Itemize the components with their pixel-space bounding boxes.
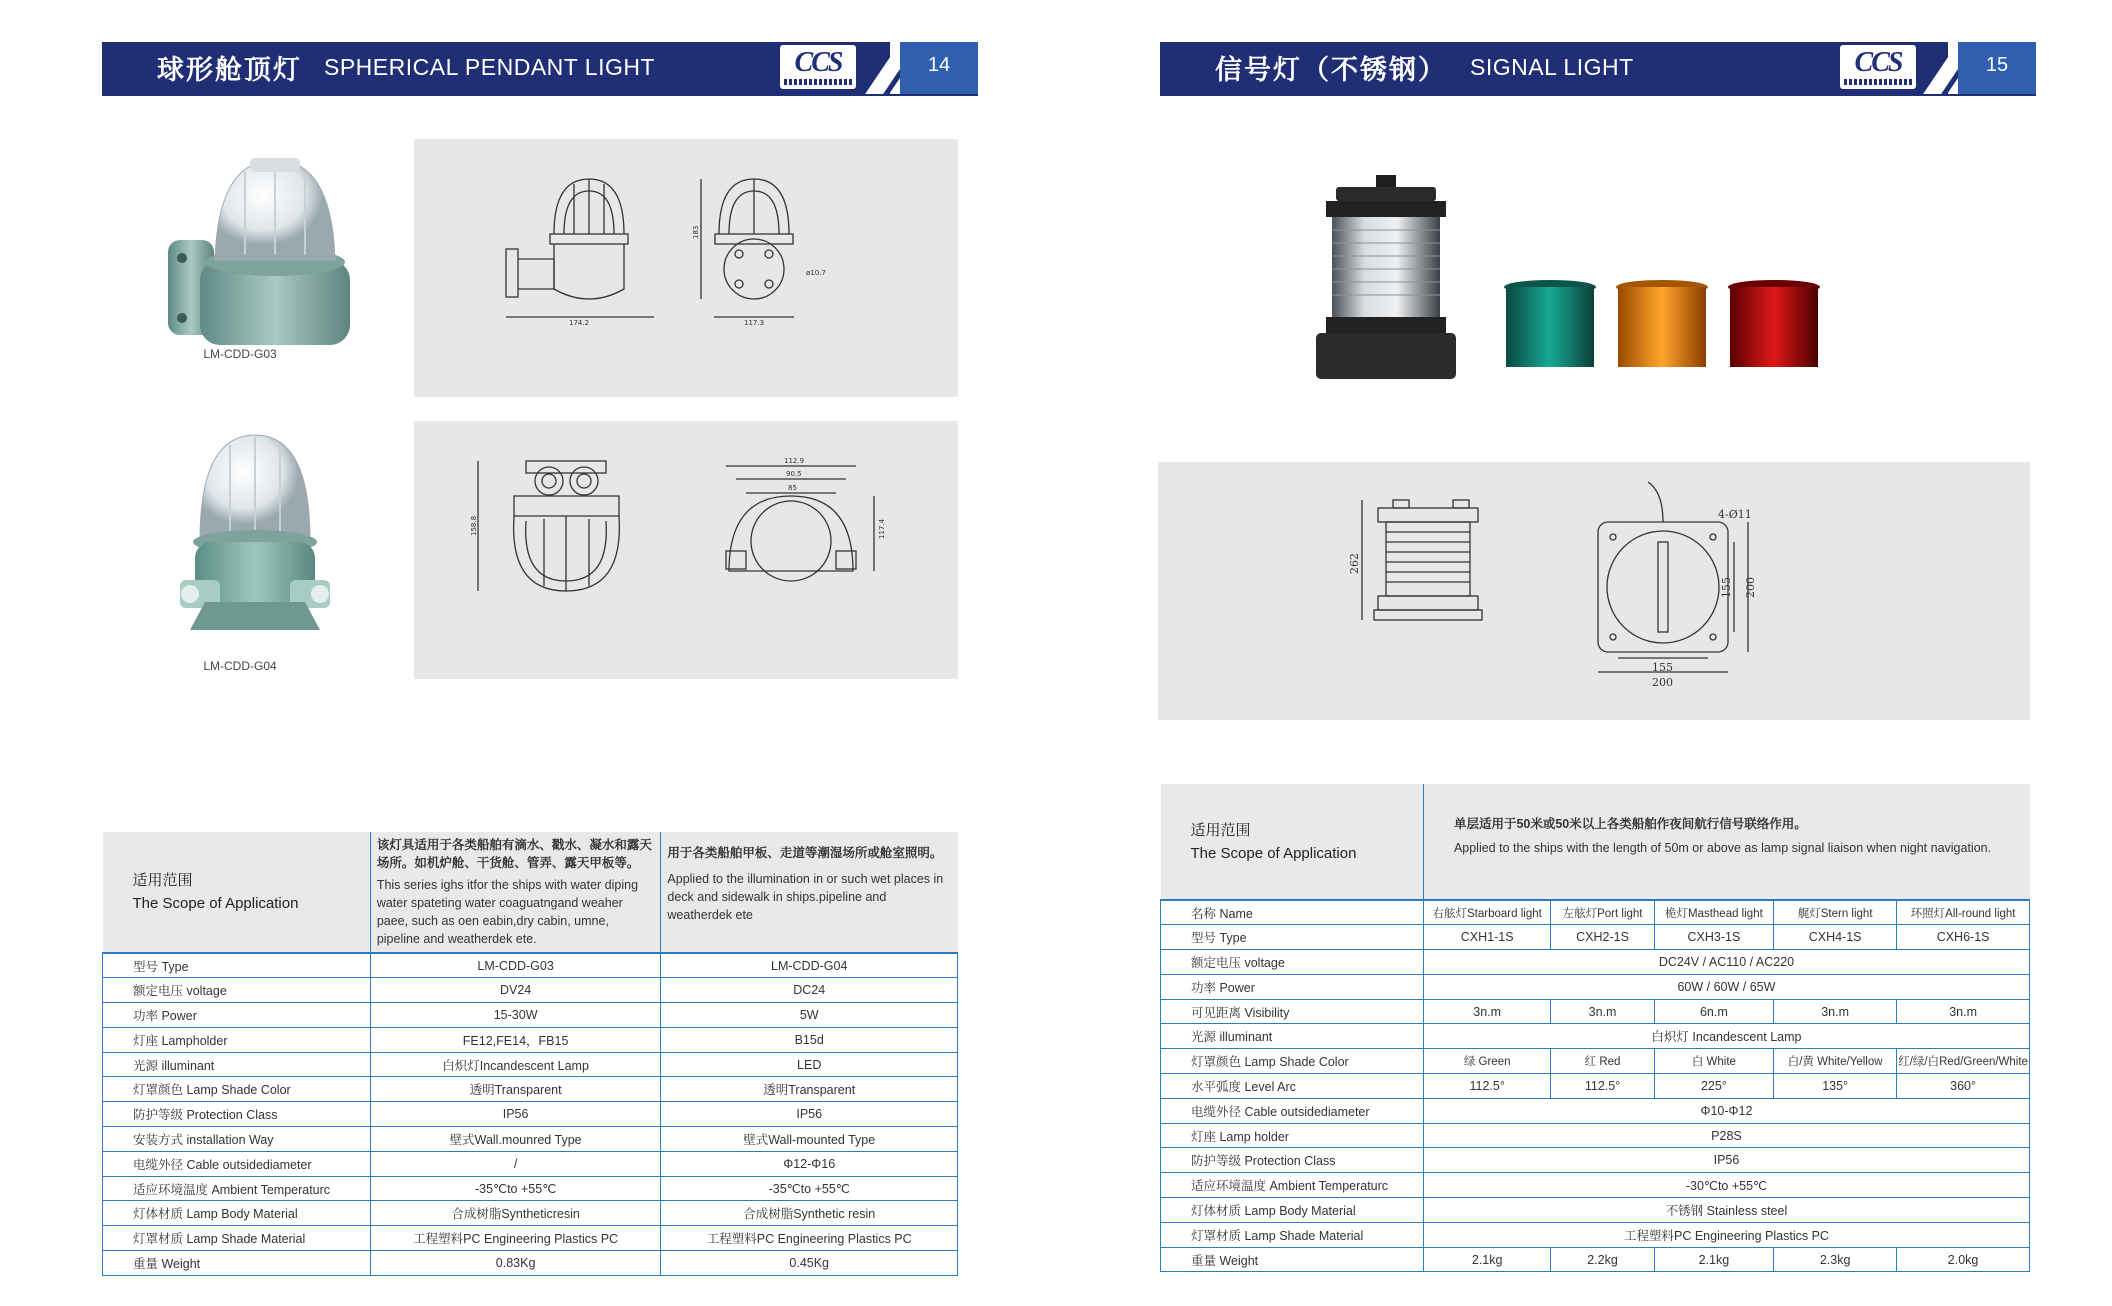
svg-text:117.4: 117.4: [878, 518, 886, 539]
table-cell: 透明Transparent: [661, 1077, 958, 1102]
table-cell: 左舷灯Port light: [1551, 900, 1654, 925]
table-cell: 环照灯All-round light: [1897, 900, 2030, 925]
product-photo-g04: [170, 430, 340, 650]
table-row: [1161, 1024, 2030, 1049]
table-cell: 2.0kg: [1897, 1247, 2030, 1272]
technical-drawing-g04: [414, 421, 958, 679]
table-row: [1161, 1198, 2030, 1223]
row-label: 额定电压 voltage: [1161, 950, 1424, 975]
product-photo-signal-light: [1306, 175, 1886, 385]
table-row: [1161, 900, 2030, 925]
table-cell: 壁式Wall-mounted Type: [661, 1127, 958, 1152]
table-row: [103, 1176, 958, 1201]
svg-text:90.5: 90.5: [786, 470, 802, 478]
table-row: [1161, 1074, 2030, 1099]
table-cell: 2.2kg: [1551, 1247, 1654, 1272]
table-row: [1161, 1098, 2030, 1123]
row-label: 光源 illuminant: [1161, 1024, 1424, 1049]
svg-text:4-Ø11: 4-Ø11: [1718, 508, 1752, 521]
svg-text:117.3: 117.3: [744, 319, 765, 327]
table-cell: 不锈钢 Stainless steel: [1423, 1198, 2029, 1223]
svg-text:155: 155: [1720, 577, 1733, 598]
table-row: [1161, 950, 2030, 975]
table-cell: IP56: [661, 1102, 958, 1127]
page-title-en: SIGNAL LIGHT: [1470, 54, 1634, 80]
table-cell: 桅灯Masthead light: [1654, 900, 1773, 925]
table-cell: 工程塑料PC Engineering Plastics PC: [661, 1226, 958, 1251]
table-cell: 红 Red: [1551, 1049, 1654, 1074]
row-label: 灯座 Lampholder: [103, 1027, 371, 1052]
table-cell: Φ12-Φ16: [661, 1151, 958, 1176]
table-cell: 6n.m: [1654, 999, 1773, 1024]
page-right: [1056, 0, 2112, 1306]
table-cell: CXH4-1S: [1774, 925, 1897, 950]
table-cell: 112.5°: [1423, 1074, 1550, 1099]
table-cell: CXH2-1S: [1551, 925, 1654, 950]
table-row: [1161, 1123, 2030, 1148]
table-cell: DC24: [661, 978, 958, 1003]
table-cell: FE12,FE14，FB15: [370, 1027, 661, 1052]
table-cell: 135°: [1774, 1074, 1897, 1099]
scope-row: [1161, 784, 2030, 900]
table-cell: 绿 Green: [1423, 1049, 1550, 1074]
table-cell: 360°: [1897, 1074, 2030, 1099]
row-label: 重量 Weight: [103, 1251, 371, 1276]
table-cell: 合成树脂Syntheticresin: [370, 1201, 661, 1226]
row-label: 安装方式 installation Way: [103, 1127, 371, 1152]
table-cell: 2.1kg: [1654, 1247, 1773, 1272]
table-cell: 白炽灯 Incandescent Lamp: [1423, 1024, 2029, 1049]
svg-text:183: 183: [692, 225, 700, 239]
row-label: 灯罩材质 Lamp Shade Material: [103, 1226, 371, 1251]
scope-label: 适用范围 The Scope of Application: [103, 832, 371, 953]
table-row: [103, 1077, 958, 1102]
table-row: [103, 1127, 958, 1152]
row-label: 重量 Weight: [1161, 1247, 1424, 1272]
table-row: [103, 953, 958, 978]
ccs-logo: CCS: [1840, 45, 1916, 89]
table-row: [1161, 1148, 2030, 1173]
table-row: [103, 1102, 958, 1127]
row-label: 电缆外径 Cable outsidediameter: [1161, 1098, 1424, 1123]
table-cell: 225°: [1654, 1074, 1773, 1099]
table-row: [103, 1003, 958, 1028]
table-cell: CXH1-1S: [1423, 925, 1550, 950]
table-row: [1161, 999, 2030, 1024]
table-cell: 壁式Wall.mounred Type: [370, 1127, 661, 1152]
table-cell: LED: [661, 1052, 958, 1077]
table-cell: 红/绿/白Red/Green/White: [1897, 1049, 2030, 1074]
table-cell: 112.5°: [1551, 1074, 1654, 1099]
row-label: 型号 Type: [103, 953, 371, 978]
scope-text: 单层适用于50米或50米以上各类船舶作夜间航行信号联络作用。 Applied to the ships with the length of 50m or above as lamp signal liaison when night navigation.: [1423, 784, 2029, 900]
row-label: 灯罩颜色 Lamp Shade Color: [1161, 1049, 1424, 1074]
table-cell: P28S: [1423, 1123, 2029, 1148]
row-label: 适应环境温度 Ambient Temperaturc: [1161, 1173, 1424, 1198]
table-row: [1161, 1247, 2030, 1272]
table-cell: B15d: [661, 1027, 958, 1052]
table-cell: -35℃to +55℃: [370, 1176, 661, 1201]
table-cell: 艉灯Stern light: [1774, 900, 1897, 925]
row-label: 灯体材质 Lamp Body Material: [103, 1201, 371, 1226]
row-label: 水平弧度 Level Arc: [1161, 1074, 1424, 1099]
table-row: [103, 1226, 958, 1251]
product-caption-g03: LM-CDD-G03: [203, 347, 277, 361]
ccs-logo: CCS: [780, 45, 856, 89]
table-cell: -35℃to +55℃: [661, 1176, 958, 1201]
table-cell: 合成树脂Synthetic resin: [661, 1201, 958, 1226]
page-header-bar: [102, 42, 890, 94]
table-row: [1161, 974, 2030, 999]
row-label: 电缆外径 Cable outsidediameter: [103, 1151, 371, 1176]
table-cell: 60W / 60W / 65W: [1423, 974, 2029, 999]
table-cell: -30℃to +55℃: [1423, 1173, 2029, 1198]
row-label: 适应环境温度 Ambient Temperaturc: [103, 1176, 371, 1201]
row-label: 灯体材质 Lamp Body Material: [1161, 1198, 1424, 1223]
table-cell: 白/黄 White/Yellow: [1774, 1049, 1897, 1074]
table-cell: IP56: [370, 1102, 661, 1127]
table-cell: CXH3-1S: [1654, 925, 1773, 950]
table-cell: 工程塑料PC Engineering Plastics PC: [370, 1226, 661, 1251]
technical-drawing-g03: [414, 139, 958, 397]
svg-text:155: 155: [1652, 661, 1673, 674]
row-label: 灯座 Lamp holder: [1161, 1123, 1424, 1148]
scope-label: 适用范围 The Scope of Application: [1161, 784, 1424, 900]
table-cell: 5W: [661, 1003, 958, 1028]
page-number: 14: [900, 42, 978, 94]
product-caption-g04: LM-CDD-G04: [203, 659, 277, 673]
scope-text-g03: 该灯具适用于各类船舶有滴水、戳水、凝水和露天场所。如机炉舱、干货舱、管弄、露天甲板等。 This series ighs itfor the ships with water diping water spateting water coaguatngand weaher paee, such as oen eabin,dry cabin, umne, pipeline and weatherdek ete.: [370, 832, 661, 953]
table-cell: DV24: [370, 978, 661, 1003]
table-cell: 白炽灯Incandescent Lamp: [370, 1052, 661, 1077]
table-cell: 0.83Kg: [370, 1251, 661, 1276]
table-cell: LM-CDD-G04: [661, 953, 958, 978]
spec-table-right: [1160, 784, 2030, 1272]
table-cell: 3n.m: [1774, 999, 1897, 1024]
table-row: [103, 1151, 958, 1176]
table-row: [103, 978, 958, 1003]
table-cell: 透明Transparent: [370, 1077, 661, 1102]
page-title-cn: 球形舱顶灯: [157, 55, 302, 86]
svg-text:85: 85: [788, 484, 797, 492]
table-cell: 工程塑料PC Engineering Plastics PC: [1423, 1222, 2029, 1247]
table-cell: 0.45Kg: [661, 1251, 958, 1276]
header-underline: [1160, 94, 2036, 96]
svg-text:174.2: 174.2: [569, 319, 590, 327]
table-cell: 15-30W: [370, 1003, 661, 1028]
row-label: 功率 Power: [1161, 974, 1424, 999]
page-number: 15: [1958, 42, 2036, 94]
technical-drawing-signal-light: [1158, 462, 2030, 720]
table-row: [103, 1251, 958, 1276]
row-label: 可见距离 Visibility: [1161, 999, 1424, 1024]
scope-row: [103, 832, 958, 953]
table-row: [103, 1201, 958, 1226]
svg-text:158.8: 158.8: [470, 515, 478, 536]
svg-text:ø10.7: ø10.7: [806, 269, 826, 277]
page-title-cn: 信号灯（不锈钢）: [1215, 55, 1447, 86]
product-photo-g03: [160, 150, 360, 365]
row-label: 光源 illuminant: [103, 1052, 371, 1077]
table-cell: 2.1kg: [1423, 1247, 1550, 1272]
row-label: 灯罩材质 Lamp Shade Material: [1161, 1222, 1424, 1247]
page-title-en: SPHERICAL PENDANT LIGHT: [324, 54, 656, 80]
spec-table-left: [102, 832, 958, 1276]
table-cell: 2.3kg: [1774, 1247, 1897, 1272]
page-header-bar: [1160, 42, 1948, 94]
table-row: [1161, 1173, 2030, 1198]
svg-text:200: 200: [1652, 676, 1673, 689]
scope-text-g04: 用于各类船舶甲板、走道等潮湿场所或舱室照明。 Applied to the illumination in or such wet places in deck and sidewalk in ships.pipeline and weatherdek ete: [661, 832, 958, 953]
svg-text:262: 262: [1348, 553, 1361, 574]
table-cell: 右舷灯Starboard light: [1423, 900, 1550, 925]
header-underline: [102, 94, 978, 96]
row-label: 额定电压 voltage: [103, 978, 371, 1003]
table-row: [1161, 925, 2030, 950]
row-label: 名称 Name: [1161, 900, 1424, 925]
table-row: [1161, 1222, 2030, 1247]
table-row: [103, 1052, 958, 1077]
table-cell: LM-CDD-G03: [370, 953, 661, 978]
table-cell: DC24V / AC110 / AC220: [1423, 950, 2029, 975]
table-row: [1161, 1049, 2030, 1074]
table-cell: IP56: [1423, 1148, 2029, 1173]
row-label: 防护等级 Protection Class: [1161, 1148, 1424, 1173]
table-cell: Φ10-Φ12: [1423, 1098, 2029, 1123]
table-cell: 3n.m: [1551, 999, 1654, 1024]
table-row: [103, 1027, 958, 1052]
table-cell: 白 White: [1654, 1049, 1773, 1074]
row-label: 功率 Power: [103, 1003, 371, 1028]
row-label: 灯罩颜色 Lamp Shade Color: [103, 1077, 371, 1102]
row-label: 型号 Type: [1161, 925, 1424, 950]
table-cell: 3n.m: [1423, 999, 1550, 1024]
table-cell: 3n.m: [1897, 999, 2030, 1024]
table-cell: CXH6-1S: [1897, 925, 2030, 950]
svg-text:200: 200: [1744, 577, 1757, 598]
row-label: 防护等级 Protection Class: [103, 1102, 371, 1127]
svg-text:112.9: 112.9: [784, 457, 805, 465]
table-cell: /: [370, 1151, 661, 1176]
